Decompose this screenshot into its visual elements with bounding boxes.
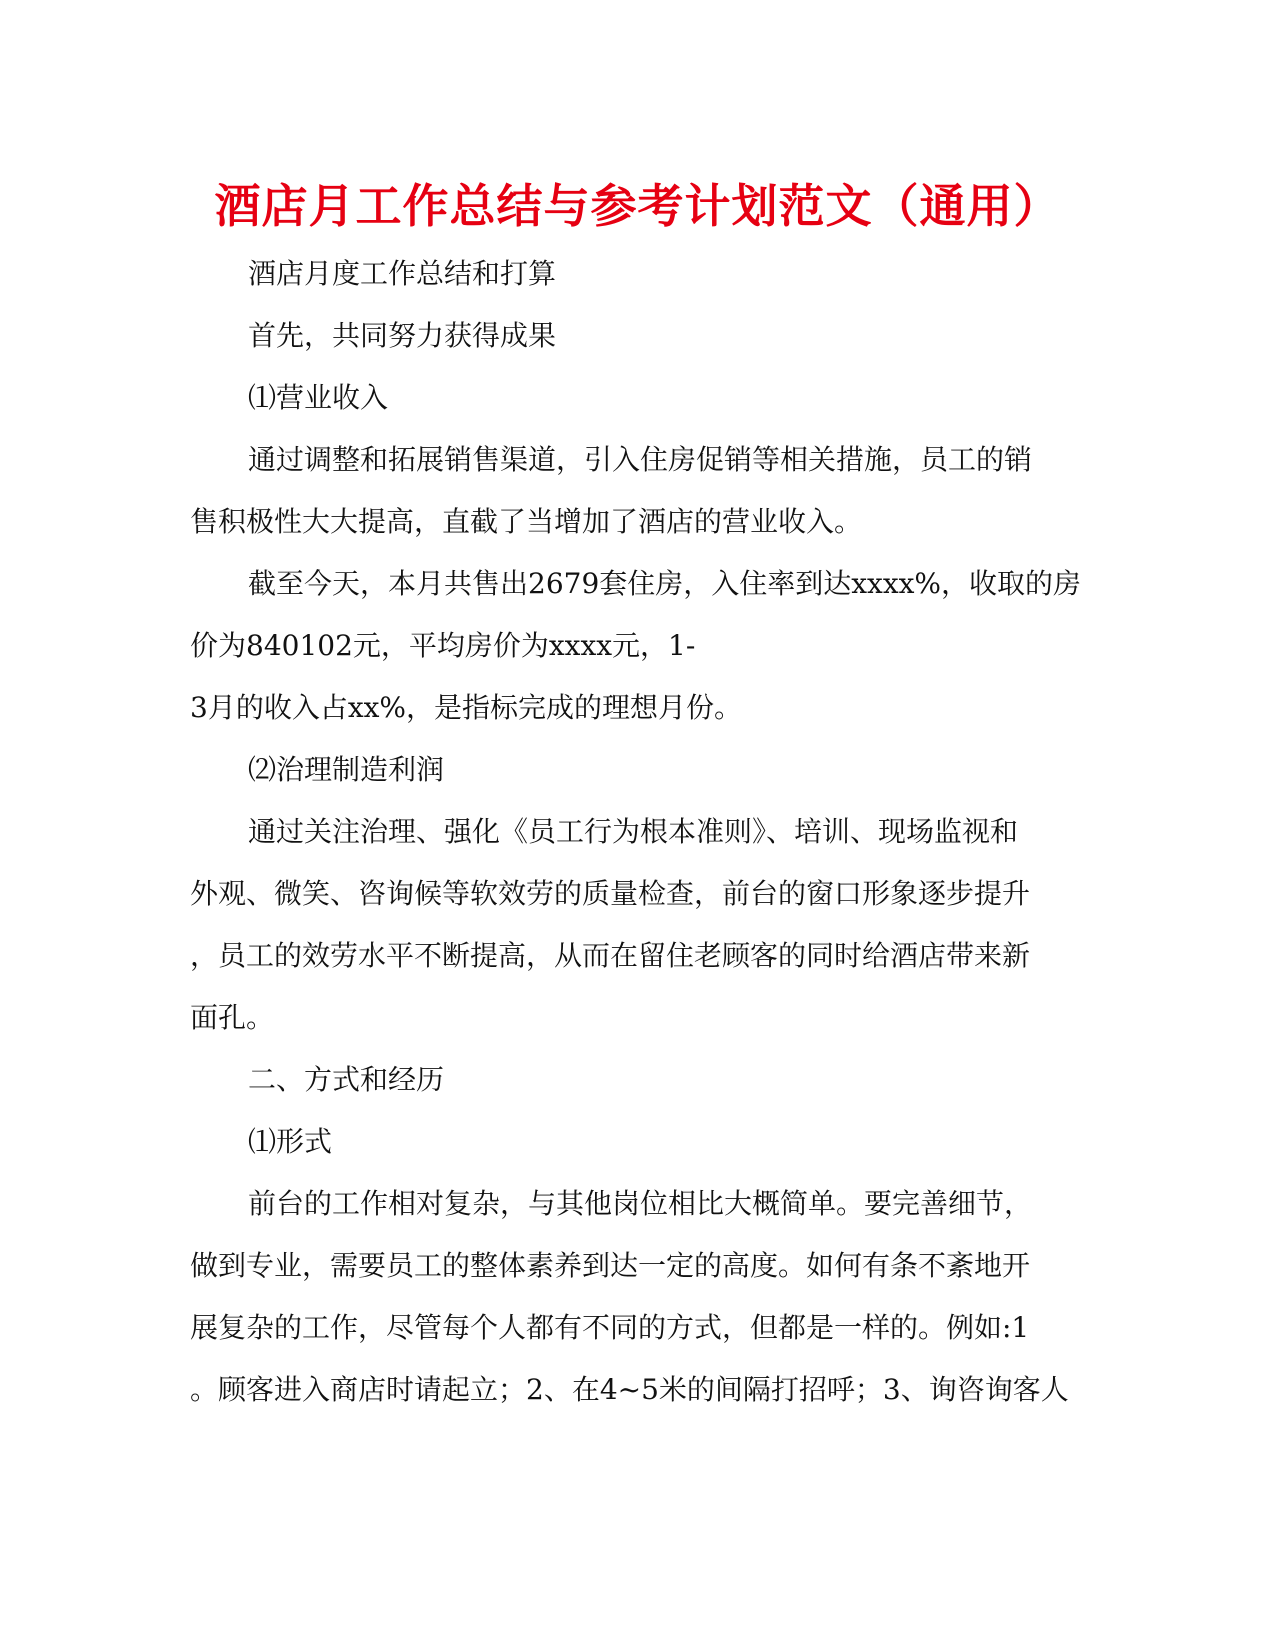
paragraph-line: 。顾客进入商店时请起立；2、在4~5米的间隔打招呼；3、询咨询客人 — [190, 1373, 1069, 1406]
paragraph-line: 酒店月度工作总结和打算 — [248, 257, 557, 290]
paragraph-line: 价为840102元，平均房价为xxxx元，1- — [190, 629, 696, 662]
paragraph-line: 售积极性大大提高，直截了当增加了酒店的营业收入。 — [190, 505, 863, 538]
paragraph-line: 外观、微笑、咨询候等软效劳的质量检查，前台的窗口形象逐步提升 — [190, 877, 1031, 910]
paragraph-line: 截至今天，本月共售出2679套住房，入住率到达xxxx%，收取的房 — [248, 567, 1082, 600]
document-title: 酒店月工作总结与参考计划范文（通用） — [214, 179, 1061, 233]
paragraph-line: 首先，共同努力获得成果 — [248, 319, 557, 352]
paragraph-line: 做到专业，需要员工的整体素养到达一定的高度。如何有条不紊地开 — [190, 1249, 1031, 1282]
paragraph-line: 面孔。 — [190, 1001, 275, 1034]
paragraph-line: 通过调整和拓展销售渠道，引入住房促销等相关措施，员工的销 — [248, 443, 1033, 476]
paragraph-line: 3月的收入占xx%，是指标完成的理想月份。 — [190, 691, 743, 724]
paragraph-line: ，员工的效劳水平不断提高，从而在留住老顾客的同时给酒店带来新 — [190, 939, 1031, 972]
paragraph-line: ⑵治理制造利润 — [248, 753, 445, 786]
paragraph-line: ⑴营业收入 — [248, 381, 389, 414]
paragraph-line: 二、方式和经历 — [248, 1063, 445, 1096]
paragraph-line: 通过关注治理、强化《员工行为根本准则》、培训、现场监视和 — [248, 815, 1019, 848]
paragraph-line: ⑴形式 — [248, 1125, 333, 1158]
paragraph-line: 展复杂的工作，尽管每个人都有不同的方式，但都是一样的。例如:1 — [190, 1311, 1030, 1344]
paragraph-line: 前台的工作相对复杂，与其他岗位相比大概简单。要完善细节， — [248, 1187, 1033, 1220]
